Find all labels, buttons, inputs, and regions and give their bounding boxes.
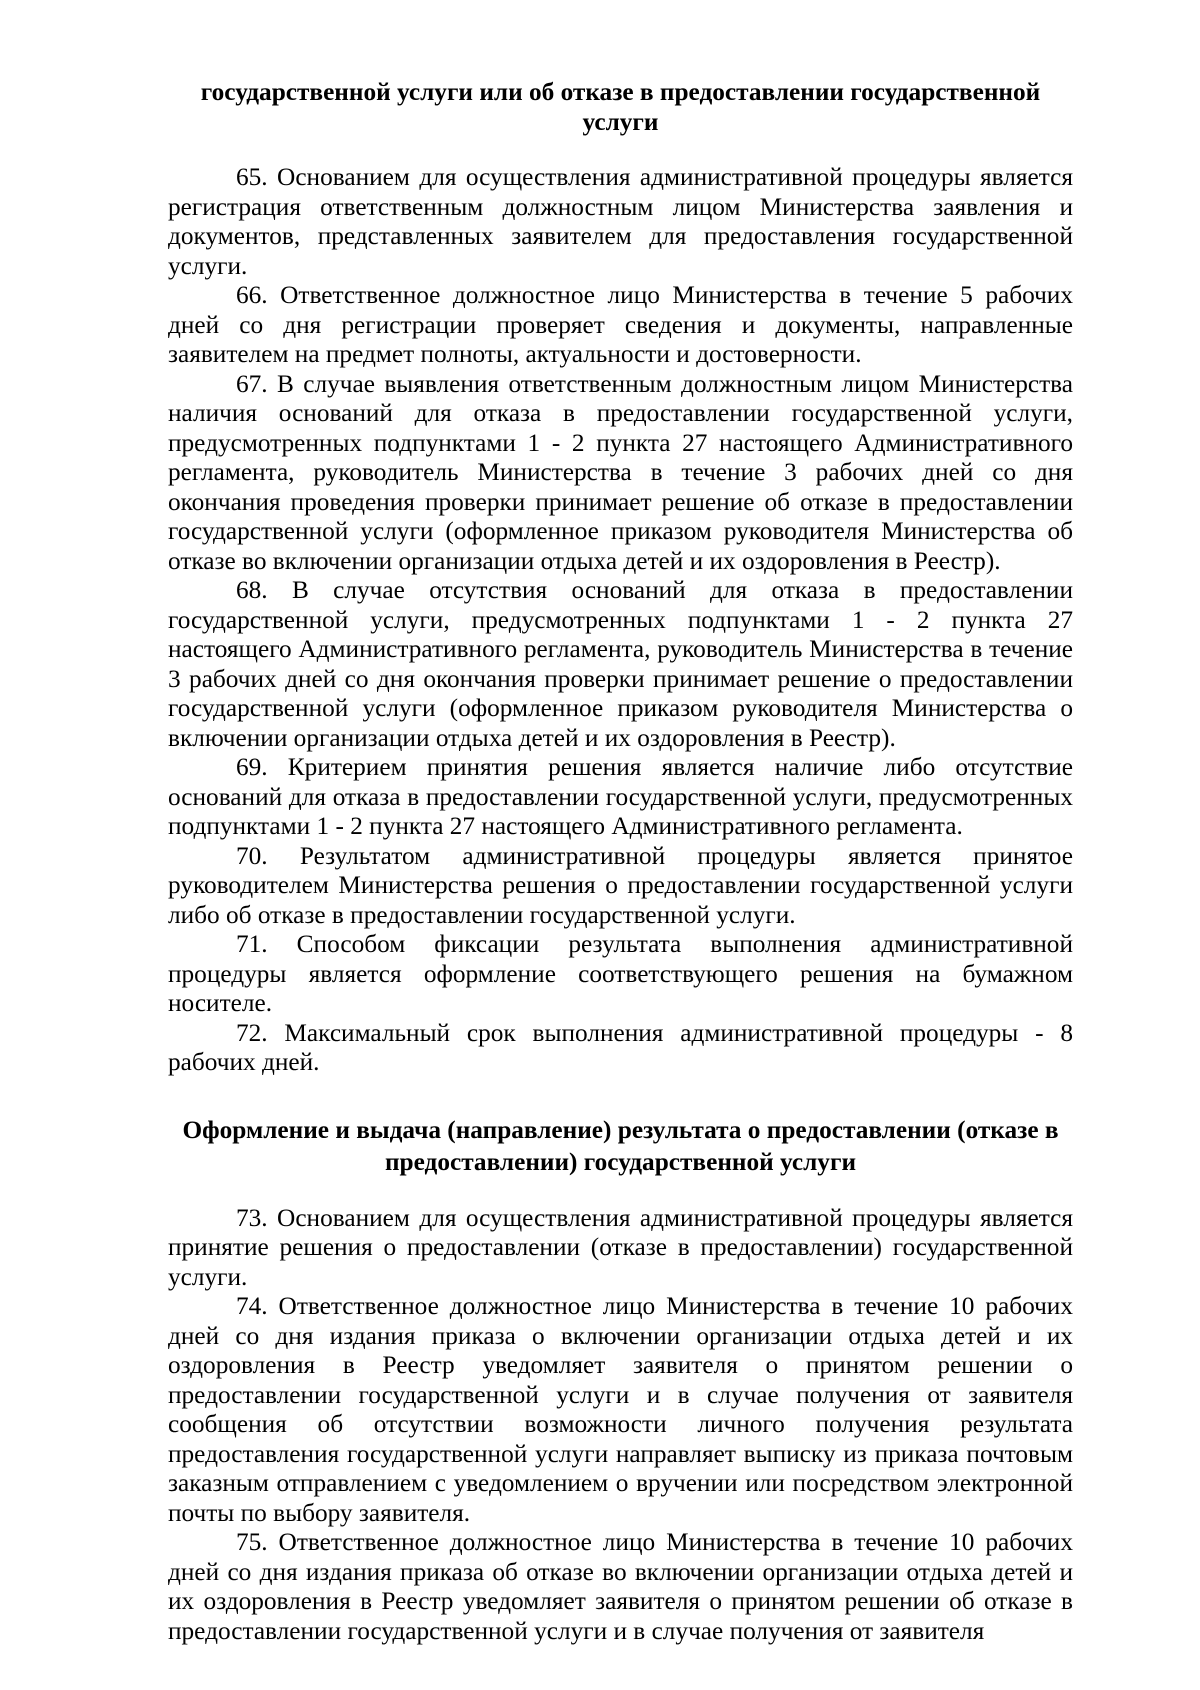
paragraph-71: 71. Способом фиксации результата выполнения административной процедуры является оформление соответствующего решения на бумажном носителе. bbox=[168, 930, 1073, 1017]
paragraph-65: 65. Основанием для осуществления административной процедуры является регистрация ответственным должностным лицом Министерства заявления и документов, представленных заявителем для предоставления государственной услуги. bbox=[168, 163, 1073, 280]
paragraph-67: 67. В случае выявления ответственным должностным лицом Министерства наличия оснований для отказа в предоставлении государственной услуги, предусмотренных подпунктами 1 - 2 пункта 27 настоящего Административного регламента, руководитель Министерства в течение 3 рабочих дней со дня окончания проведения проверки принимает решение об отказе в предоставлении государственной услуги (оформленное приказом руководителя Министерства об отказе во включении организации отдыха детей и их оздоровления в Реестр). bbox=[168, 369, 1073, 575]
paragraph-72: 72. Максимальный срок выполнения административной процедуры - 8 рабочих дней. bbox=[168, 1018, 1073, 1076]
paragraph-group-b bbox=[168, 1204, 1073, 1647]
paragraph-75: 75. Ответственное должностное лицо Министерства в течение 10 рабочих дней со дня издания приказа об отказе во включении организации отдыха детей и их оздоровления в Реестр уведомляет заявителя о принятом решении об отказе в предоставлении государственной услуги и в случае получения от заявителя bbox=[168, 1528, 1073, 1645]
paragraph-74: 74. Ответственное должностное лицо Министерства в течение 10 рабочих дней со дня издания приказа о включении организации отдыха детей и их оздоровления в Реестр уведомляет заявителя о принятом решении о предоставлении государственной услуги и в случае получения от заявителя сообщения об отсутствии возможности личного получения результата предоставления государственной услуги направляет выписку из приказа почтовым заказным отправлением с уведомлением о вручении или посредством электронной почты по выбору заявителя. bbox=[168, 1292, 1073, 1527]
paragraph-73: 73. Основанием для осуществления административной процедуры является принятие решения о предоставлении (отказе в предоставлении) государственной услуги. bbox=[168, 1203, 1073, 1291]
section-heading-top: государственной услуги или об отказе в предоставлении государственной услуги bbox=[200, 78, 1041, 136]
section-heading-result: Оформление и выдача (направление) результата о предоставлении (отказе в предоставлении) государственной услуги bbox=[182, 1115, 1059, 1176]
paragraph-70: 70. Результатом административной процедуры является принятое руководителем Министерства решения о предоставлении государственной услуги либо об отказе в предоставлении государственной услуги. bbox=[168, 841, 1073, 929]
paragraph-group-a bbox=[168, 163, 1073, 1078]
document-page bbox=[168, 78, 1073, 1646]
paragraph-66: 66. Ответственное должностное лицо Министерства в течение 5 рабочих дней со дня регистрации проверяет сведения и документы, направленные заявителем на предмет полноты, актуальности и достоверности. bbox=[168, 281, 1073, 368]
paragraph-69: 69. Критерием принятия решения является наличие либо отсутствие оснований для отказа в предоставлении государственной услуги, предусмотренных подпунктами 1 - 2 пункта 27 настоящего Административного регламента. bbox=[168, 753, 1073, 840]
paragraph-68: 68. В случае отсутствия оснований для отказа в предоставлении государственной услуги, предусмотренных подпунктами 1 - 2 пункта 27 настоящего Административного регламента, руководитель Министерства в течение 3 рабочих дней со дня окончания проверки принимает решение о предоставлении государственной услуги (оформленное приказом руководителя Министерства о включении организации отдыха детей и их оздоровления в Реестр). bbox=[168, 576, 1073, 752]
